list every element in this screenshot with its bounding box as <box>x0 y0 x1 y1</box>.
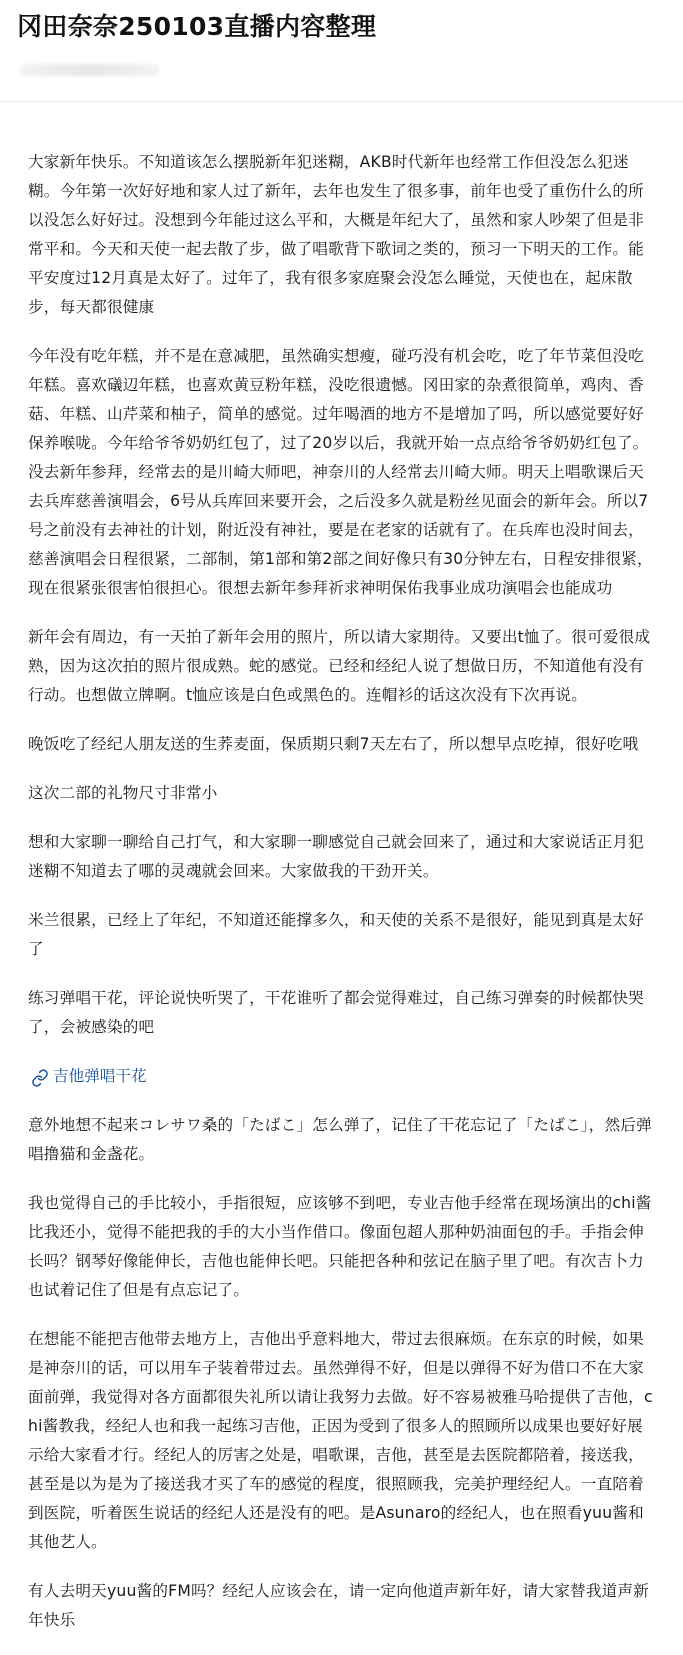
paragraph: 这次二部的礼物尺寸非常小 <box>28 784 218 802</box>
paragraph: 意外地想不起来コレサワ桑的「たばこ」怎么弹了，记住了干花忘记了「たばこ」，然后弹唱撸猫和金盏花。 <box>28 1116 652 1163</box>
paragraph: 想和大家聊一聊给自己打气，和大家聊一聊感觉自己就会回来了，通过和大家说话正月犯迷糊不知道去了哪的灵魂就会回来。大家做我的干劲开关。 <box>28 833 644 880</box>
paragraph: 大家新年快乐。不知道该怎么摆脱新年犯迷糊，AKB时代新年也经常工作但没怎么犯迷糊。今年第一次好好地和家人过了新年，去年也发生了很多事，前年也受了重伤什么的所以没怎么好好过。没想到今年能过这么平和，大概是年纪大了，虽然和家人吵架了但是非常平和。今天和天使一起去散了步，做了唱歌背下歌词之类的，预习一下明天的工作。能平安度过12月真是太好了。过年了，我有很多家庭聚会没怎么睡觉，天使也在，起床散步，每天都很健康 <box>28 153 644 316</box>
paragraph: 晚饭吃了经纪人朋友送的生荞麦面，保质期只剩7天左右了，所以想早点吃掉，很好吃哦 <box>28 735 639 753</box>
article-title: 冈田奈奈250103直播内容整理 <box>17 12 377 41</box>
article-header <box>0 0 683 102</box>
paragraph: 米兰很累，已经上了年纪，不知道还能撑多久，和天使的关系不是很好，能见到真是太好了 <box>28 911 644 958</box>
paragraph: 练习弹唱干花，评论说快听哭了，干花谁听了都会觉得难过，自己练习弹奏的时候都快哭了，会被感染的吧 <box>28 989 644 1036</box>
article-body <box>28 148 656 1655</box>
link-icon <box>31 1068 49 1086</box>
paragraph: 我也觉得自己的手比较小，手指很短，应该够不到吧，专业吉他手经常在现场演出的chi酱比我还小，觉得不能把我的手的大小当作借口。像面包超人那种奶油面包的手。手指会伸长吗？钢琴好像能伸长，吉他也能伸长吧。只能把各种和弦记在脑子里了吧。有次吉卜力也试着记住了但是有点忘记了。 <box>28 1194 652 1299</box>
video-link[interactable] <box>28 1062 656 1091</box>
author-meta-blurred <box>20 64 160 76</box>
paragraph: 在想能不能把吉他带去地方上，吉他出乎意料地大，带过去很麻烦。在东京的时候，如果是神奈川的话，可以用车子装着带过去。虽然弹得不好，但是以弹得不好为借口不在大家面前弹，我觉得对各方面都很失礼所以请让我努力去做。好不容易被雅马哈提供了吉他，chi酱教我，经纪人也和我一起练习吉他，正因为受到了很多人的照顾所以成果也要好好展示给大家看才行。经纪人的厉害之处是，唱歌课，吉他，甚至是去医院都陪着，接送我，甚至是以为是为了接送我才买了车的感觉的程度，很照顾我，完美护理经纪人。一直陪着到医院，听着医生说话的经纪人还是没有的吧。是Asunaro的经纪人，也在照看yuu酱和其他艺人。 <box>28 1330 653 1551</box>
paragraph: 有人去明天yuu酱的FM吗？经纪人应该会在，请一定向他道声新年好，请大家替我道声新年快乐 <box>28 1582 649 1629</box>
paragraph: 新年会有周边，有一天拍了新年会用的照片，所以请大家期待。又要出t恤了。很可爱很成熟，因为这次拍的照片很成熟。蛇的感觉。已经和经纪人说了想做日历，不知道他有没有行动。也想做立牌啊。t恤应该是白色或黑色的。连帽衫的话这次没有下次再说。 <box>28 628 651 704</box>
paragraph: 今年没有吃年糕，并不是在意减肥，虽然确实想瘦，碰巧没有机会吃，吃了年节菜但没吃年糕。喜欢礒辺年糕，也喜欢黄豆粉年糕，没吃很遗憾。冈田家的杂煮很简单，鸡肉、香菇、年糕、山芹菜和柚子，简单的感觉。过年喝酒的地方不是增加了吗，所以感觉要好好保养喉咙。今年给爷爷奶奶红包了，过了20岁以后，我就开始一点点给爷爷奶奶红包了。没去新年参拜，经常去的是川崎大师吧，神奈川的人经常去川崎大师。明天上唱歌课后天去兵库慈善演唱会，6号从兵库回来要开会，之后没多久就是粉丝见面会的新年会。所以7号之前没有去神社的计划，附近没有神社，要是在老家的话就有了。在兵库也没时间去，慈善演唱会日程很紧，二部制，第1部和第2部之间好像只有30分钟左右，日程安排很紧，现在很紧张很害怕很担心。很想去新年参拜祈求神明保佑我事业成功演唱会也能成功 <box>28 347 653 597</box>
video-link-label[interactable]: 吉他弹唱干花 <box>53 1067 147 1085</box>
